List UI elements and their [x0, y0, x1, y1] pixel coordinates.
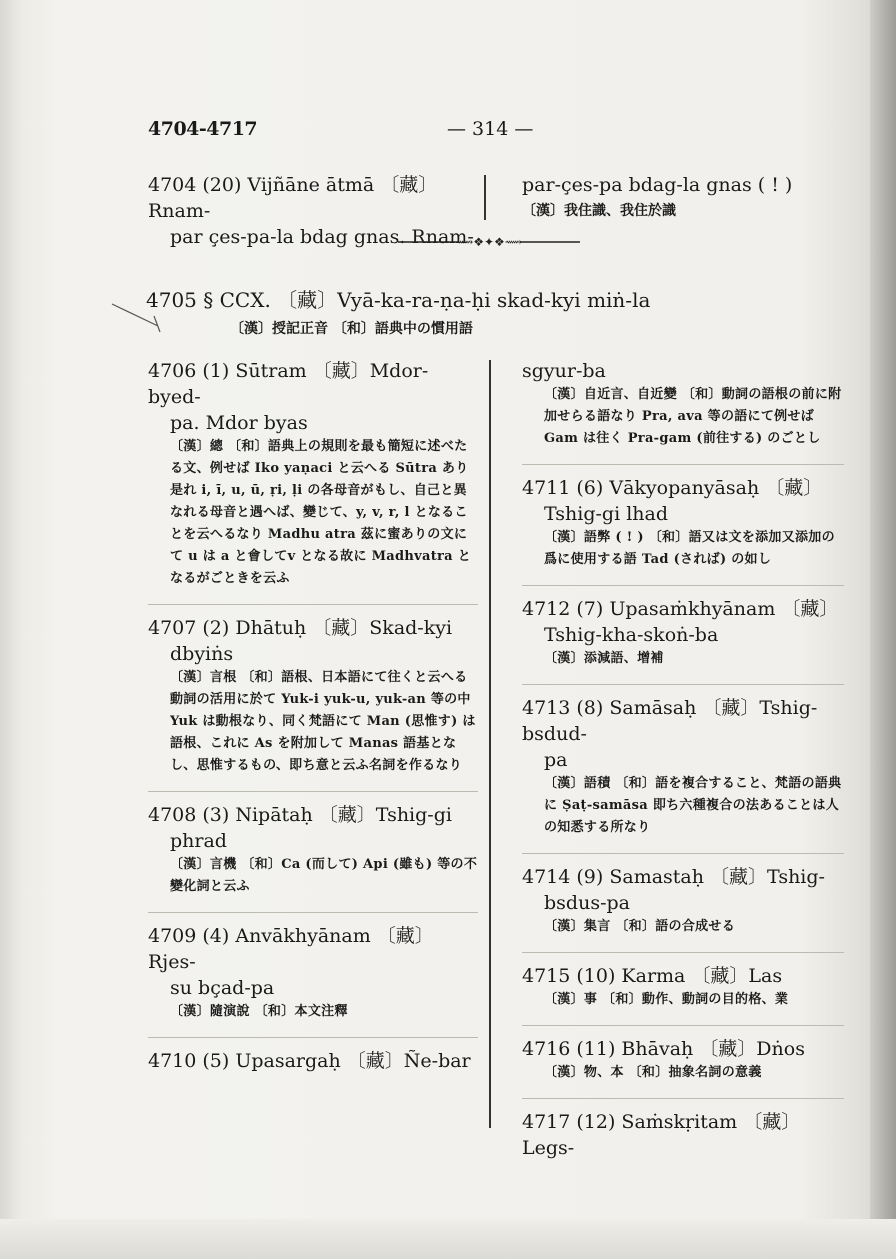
page-number: — 314 — [447, 118, 534, 140]
entry-4717 [522, 1109, 844, 1161]
entry-4708 [148, 802, 478, 898]
entry-continuation: phrad [170, 830, 227, 852]
entry-4714 [522, 864, 844, 938]
entry-4706 [148, 358, 478, 590]
entry-note: 〔漢〕自近言、自近變 〔和〕動詞の語根の前に附加せらる語なり Pra, ava 等の語にて例せば Gam は往く Pra-gam (前往する) のごとし [544, 387, 842, 446]
section-ornament [398, 234, 580, 250]
entry-head: 4717 (12) Saṁskṛitam 〔藏〕Legs- [522, 1111, 801, 1159]
entry-separator [148, 791, 478, 792]
entry-4715 [522, 963, 844, 1011]
entry-note: 〔漢〕集言 〔和〕語の合成せる [544, 919, 736, 934]
entry-continuation: Tshig-kha-skoṅ-ba [544, 624, 719, 646]
entry-separator [522, 684, 844, 685]
entry-4712 [522, 596, 844, 670]
section-subheading: 〔漢〕授記正音 〔和〕語典中の慣用語 [230, 321, 473, 337]
section-heading: 4705 § CCX. 〔藏〕Vyā-ka-ra-ṇa-ḥi skad-kyi miṅ-la [146, 288, 651, 312]
entry-4716 [522, 1036, 844, 1084]
entry-head: 4714 (9) Samastaḥ 〔藏〕Tshig- [522, 866, 825, 888]
entry-4704-right [522, 172, 842, 224]
entry-4710 [148, 1048, 478, 1074]
right-column [522, 358, 844, 1175]
entry-separator [148, 912, 478, 913]
entry-separator [522, 585, 844, 586]
entry-4709 [148, 923, 478, 1023]
page-bottom-edge [0, 1219, 896, 1259]
entry-4713 [522, 695, 844, 839]
column-divider [489, 360, 491, 1128]
entry-4711 [522, 475, 844, 571]
entry-separator [522, 1098, 844, 1099]
entry-note: 〔漢〕言機 〔和〕Ca (而して) Api (雖も) 等の不變化詞と云ふ [170, 857, 478, 894]
entry-head: sgyur-ba [522, 360, 606, 382]
entry-head: 4716 (11) Bhāvaḥ 〔藏〕Dṅos [522, 1038, 805, 1060]
entry-4704-line3: par-çes-pa bdag-la gnas ( ! ) [522, 174, 793, 196]
entry-separator [148, 604, 478, 605]
entry-continuation: dbyiṅs [170, 643, 234, 665]
entry-head: 4707 (2) Dhātuḥ 〔藏〕Skad-kyi [148, 617, 453, 639]
entry-separator [148, 1037, 478, 1038]
entry-4707 [148, 615, 478, 777]
entry-continuation: bsdus-pa [544, 892, 630, 914]
entry-note: 〔漢〕事 〔和〕動作、動詞の目的格、業 [544, 992, 789, 1007]
entry-head: 4708 (3) Nipātaḥ 〔藏〕Tshig-gi [148, 804, 452, 826]
entry-head: 4712 (7) Upasaṁkhyānam 〔藏〕 [522, 598, 839, 620]
entry-note: 〔漢〕總 〔和〕語典上の規則を最も簡短に述べたる文、例せば Iko yaṇaci と云へる Sūtra あり是れ i, ī, u, ū, ṛi, ḷi の各母音がもし、自己と異なれる母音と遇へば、變じて、y, v, r, l となることを云へるなり Madhu atra 茲に蜜ありの文にて u は a と會してv となる故に Madhvatra となるがごときを云ふ [170, 439, 472, 586]
entry-note: 〔漢〕添減語、增補 [544, 651, 664, 666]
entry-continuation: su bçad-pa [170, 977, 275, 999]
entry-range-header: 4704-4717 [148, 118, 258, 140]
entry-4710-continued [522, 358, 844, 450]
entry-note: 〔漢〕語弊 ( ! ) 〔和〕語又は文を添加又添加の爲に使用する語 Tad (されば) の如し [544, 530, 835, 567]
entry-continuation: pa [544, 749, 568, 771]
top-column-divider [484, 175, 486, 220]
entry-4704-line4: 〔漢〕我住識、我住於識 [522, 203, 676, 219]
entry-note: 〔漢〕物、本 〔和〕抽象名詞の意義 [544, 1065, 762, 1080]
entry-head: 4710 (5) Upasargaḥ 〔藏〕Ñe-bar [148, 1050, 471, 1072]
entry-separator [522, 952, 844, 953]
entry-separator [522, 1025, 844, 1026]
entry-note: 〔漢〕言根 〔和〕語根、日本語にて往くと云へる動詞の活用に於て Yuk-i yuk-u, yuk-an 等の中 Yuk は動根なり、同く梵語にて Man (思惟す) は語根、これに As を附加して Manas 語基となし、思惟するもの、即ち意と云ふ名詞を作るなり [170, 670, 476, 773]
entry-separator [522, 464, 844, 465]
book-spine-shadow [870, 0, 896, 1259]
ornament-rule-icon [398, 234, 580, 250]
entry-continuation: Tshig-gi lhad [544, 503, 669, 525]
entry-head: 4706 (1) Sūtram 〔藏〕Mdor-byed- [148, 360, 429, 408]
entry-4704-line1: 4704 (20) Vijñāne ātmā 〔藏〕Rnam- [148, 174, 438, 222]
entry-head: 4709 (4) Anvākhyānam 〔藏〕Rjes- [148, 925, 434, 973]
entry-note: 〔漢〕語積 〔和〕語を複合すること、梵語の語典に Ṣaṭ-samāsa 即ち六種複合の法あることは人の知悉する所なり [544, 776, 842, 835]
entry-continuation: pa. Mdor byas [170, 412, 308, 434]
ornament-glyphs: ⟿❖✦❖⟿ [456, 235, 522, 249]
entry-note: 〔漢〕隨演說 〔和〕本文注釋 [170, 1004, 348, 1019]
entry-4704-line2: par çes-pa-la bdag gnas. Rnam- [170, 226, 474, 248]
entry-head: 4711 (6) Vākyopanyāsaḥ 〔藏〕 [522, 477, 823, 499]
entry-head: 4713 (8) Samāsaḥ 〔藏〕Tshig-bsdud- [522, 697, 818, 745]
entry-head: 4715 (10) Karma 〔藏〕Las [522, 965, 783, 987]
entry-separator [522, 853, 844, 854]
left-column [148, 358, 478, 1088]
